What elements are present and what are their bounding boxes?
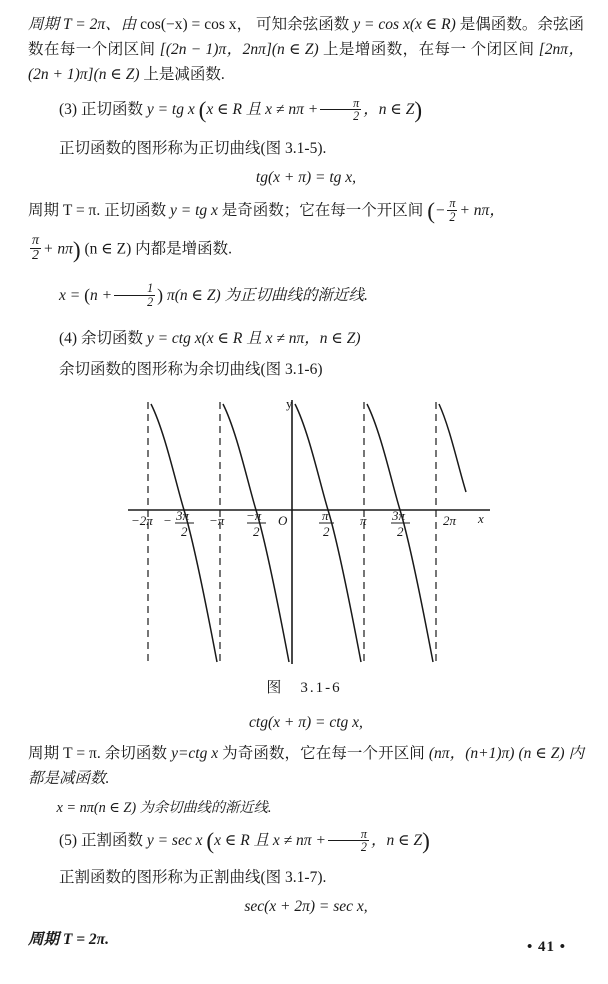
fraction-denominator: 2 <box>147 295 154 310</box>
curve-branch <box>439 404 466 492</box>
paragraph-item-3 <box>28 97 584 124</box>
paragraph-asymptote-tg <box>28 281 584 310</box>
fraction-pi-over-2 <box>320 97 361 123</box>
text-fragment: 是偶函数。余弦函数在每一个闭区间 <box>28 16 584 59</box>
text-fragment: x ∈ R 且 x ≠ nπ + <box>214 832 326 850</box>
fraction-numerator: π <box>320 97 361 111</box>
formula-text: sec(x + 2π) = sec x, <box>244 898 368 916</box>
formula-text: ctg(x + π) = ctg x, <box>249 714 363 731</box>
text-fragment: π(n ∈ Z) 为正切曲线的渐近线. <box>166 287 368 305</box>
text-fragment: (nπ，(n+1)π) <box>428 745 515 763</box>
text-fragment: (n ∈ Z) 内都是减函数. <box>28 745 585 788</box>
paren-open: ( <box>198 98 207 125</box>
figure-caption <box>0 676 608 697</box>
origin-label: O <box>278 513 288 528</box>
page-number: • 41 • <box>526 939 566 955</box>
x-tick-label: 3π <box>392 508 406 523</box>
x-tick-label: 2 <box>253 524 260 539</box>
x-tick-label: π <box>360 513 367 528</box>
fraction-numerator: π <box>449 196 456 211</box>
x-tick-label: − <box>163 513 172 528</box>
paren-open: ( <box>84 285 91 306</box>
text-fragment: 个闭区间 <box>470 41 535 59</box>
x-tick-label: 2π <box>443 513 457 528</box>
text-fragment: 为奇函数，它在每一个开区间 <box>222 745 425 763</box>
text-fragment: ，n ∈ Z <box>370 832 423 850</box>
text-fragment: [2nπ，(2n + 1)π](n ∈ Z) <box>28 41 584 84</box>
text-fragment: y = tg x <box>146 101 195 119</box>
fraction-pi-over-2 <box>447 197 457 223</box>
x-tick-label: 2 <box>323 524 330 539</box>
paragraph-period-ctg <box>28 741 584 791</box>
fraction-numerator: π <box>32 232 39 248</box>
x-axis-label: x <box>478 511 484 526</box>
y-axis-label: y <box>286 396 293 411</box>
text-fragment: [(2n − 1)π，2nπ](n ∈ Z) <box>159 41 319 59</box>
fraction-pi-over-2 <box>328 828 369 854</box>
paren-close: ) <box>414 98 423 125</box>
text-fragment: x ∈ R 且 x ≠ nπ + <box>206 101 319 119</box>
text-fragment: (3) 正切函数 <box>59 101 143 119</box>
paragraph-period-sec <box>28 927 584 952</box>
fraction-numerator: π <box>328 828 369 842</box>
paragraph-item-4 <box>28 326 584 351</box>
text-fragment: 周期 T = 2π、由 <box>28 16 137 33</box>
paragraph-period-tg <box>28 198 584 225</box>
x-tick-label: −π <box>246 508 262 523</box>
paren-close: ) <box>72 237 81 264</box>
paragraph-secant-curve <box>28 865 584 890</box>
formula-tg-identity <box>28 165 584 190</box>
paragraph-cotangent-curve <box>28 357 584 382</box>
fraction-numerator: 1 <box>114 282 155 296</box>
text-fragment: cos(−x) = cos x， <box>140 16 253 33</box>
fraction-1-over-2 <box>114 282 155 308</box>
text-fragment: y=ctg x <box>171 745 219 763</box>
text-fragment: x = <box>59 287 81 305</box>
text-fragment: (n ∈ Z) 内都是增函数. <box>84 240 232 258</box>
figure-caption-text: 图 3.1-6 <box>266 680 342 696</box>
x-tick-label: π <box>322 508 329 523</box>
text-fragment: 是奇函数；它在每一个开区间 <box>221 202 424 220</box>
text-fragment: 可知余弦函数 <box>256 16 350 33</box>
text-fragment: 正割函数的图形称为正割曲线(图 3.1-7). <box>59 869 327 887</box>
text-fragment: 上是增函数，在每一 <box>322 41 467 59</box>
fraction-denominator: 2 <box>449 210 456 225</box>
x-tick-label: 2 <box>181 524 188 539</box>
text-fragment: x = nπ(n ∈ Z) 为余切曲线的渐近线. <box>56 800 272 817</box>
page-body-bottom <box>28 710 584 956</box>
paragraph-period-tg-cont <box>28 232 584 265</box>
text-fragment: y = ctg x(x ∈ R 且 x ≠ nπ，n ∈ Z) <box>146 329 361 347</box>
text-fragment: ，n ∈ Z <box>363 101 415 119</box>
paragraph-tangent-curve <box>28 136 584 161</box>
paragraph-asymptote-ctg <box>28 797 584 820</box>
text-fragment: n + <box>90 287 113 305</box>
fraction-pi-over-2 <box>30 234 41 264</box>
text-fragment: 余切函数的图形称为余切曲线(图 3.1-6) <box>59 361 323 379</box>
text-fragment: y = sec x <box>146 832 203 850</box>
paragraph-period-cos <box>28 12 584 87</box>
cotangent-plot <box>0 392 608 692</box>
x-tick-label: 3π <box>176 508 190 523</box>
text-fragment: 正切函数的图形称为正切曲线(图 3.1-5). <box>59 139 327 157</box>
text-fragment: (4) 余切函数 <box>59 329 143 347</box>
text-fragment: + nπ <box>42 240 73 258</box>
page-body-top <box>28 12 584 386</box>
paren-open: ( <box>427 198 435 225</box>
paragraph-item-5 <box>28 828 584 855</box>
text-fragment: + nπ， <box>459 202 505 220</box>
text-fragment: − <box>434 202 446 220</box>
fraction-denominator: 2 <box>32 248 39 264</box>
paren-open: ( <box>206 829 215 856</box>
text-fragment: (5) 正割函数 <box>59 832 143 850</box>
fraction-denominator: 2 <box>360 840 367 855</box>
paren-close: ) <box>422 829 430 856</box>
x-tick-label: −π <box>209 513 225 528</box>
x-tick-label: −2π <box>131 513 153 528</box>
text-fragment: 周期 T = 2π. <box>28 931 110 949</box>
figure-cotangent-curve <box>0 392 608 692</box>
formula-text: tg(x + π) = tg x, <box>255 169 357 187</box>
text-fragment: y = tg x <box>170 202 218 220</box>
fraction-denominator: 2 <box>353 109 360 124</box>
x-tick-label: 2 <box>397 524 404 539</box>
paren-close: ) <box>157 285 164 306</box>
text-fragment: 周期 T = π. 余切函数 <box>28 745 168 763</box>
formula-ctg-identity <box>28 710 584 735</box>
text-fragment: 周期 T = π. 正切函数 <box>28 202 167 220</box>
text-fragment: y = cos x(x ∈ R) <box>353 16 456 33</box>
text-fragment: 上是减函数. <box>143 66 225 84</box>
formula-sec-identity <box>28 894 584 919</box>
